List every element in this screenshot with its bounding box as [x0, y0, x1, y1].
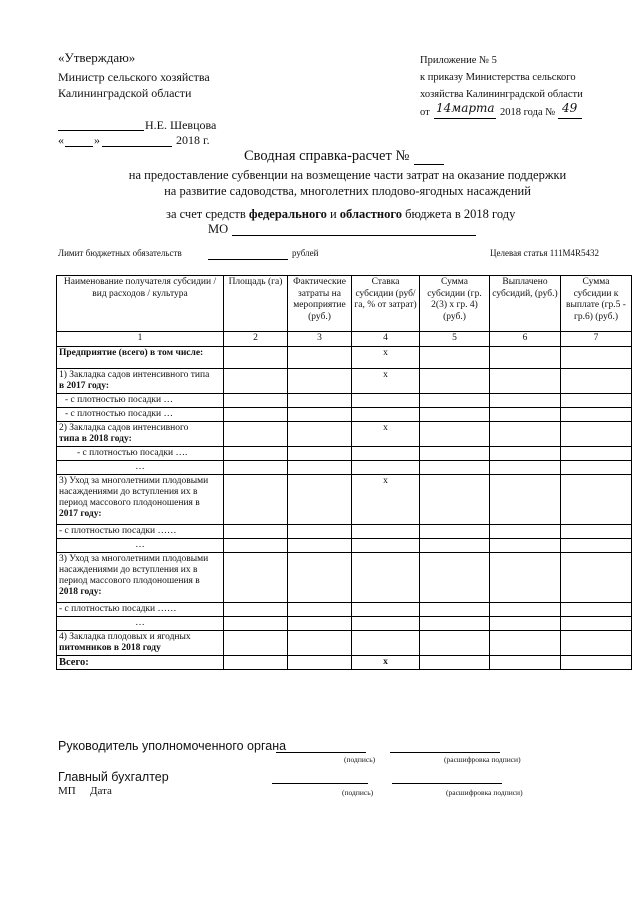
doc-subtitle-2: на развитие садоводства, многолетних плодово-ягодных насаждений: [164, 184, 531, 198]
limit-line: [208, 259, 288, 260]
approval-date-mid: »: [94, 133, 100, 147]
col-number-5: 5: [420, 332, 490, 347]
row-care-2017: 3) Уход за многолетними плодовыми насаждениями до вступления их в период массового плодоношения в 2017 году:: [57, 474, 224, 524]
sign-head-line: [276, 752, 366, 753]
limit-label: Лимит бюджетных обязательств: [58, 248, 182, 258]
sign-accountant-decode-line: [392, 783, 502, 784]
approval-date-year: 2018 г.: [176, 133, 210, 147]
col-number-1: 1: [57, 332, 224, 347]
table-row: [57, 474, 632, 524]
row-density: - с плотностью посадки ….: [57, 446, 224, 460]
header-area: Площадь (га): [224, 276, 288, 332]
sign-accountant-label: Главный бухгалтер: [58, 770, 169, 784]
table-row: [57, 368, 632, 393]
mark-x: х: [352, 474, 420, 524]
col-number-6: 6: [490, 332, 561, 347]
column-number-row: [57, 332, 632, 347]
row-intensive-2018: 2) Закладка садов интенсивного типа в 2018 году:: [57, 421, 224, 446]
approval-sign-line: [58, 130, 144, 131]
mark-x: х: [352, 421, 420, 446]
approval-date-open: «: [58, 133, 64, 147]
calculation-table: [56, 275, 632, 670]
doc-subtitle-1: на предоставление субвенции на возмещение части затрат на оказание поддержки: [128, 168, 567, 182]
appendix-date-prefix: от: [420, 107, 430, 118]
appendix-line-2: хозяйства Калининградской области: [420, 89, 583, 100]
appendix-date-year: 2018 года №: [500, 107, 556, 118]
appendix-date-handwritten: 14марта: [436, 101, 495, 115]
row-ellipsis: …: [57, 616, 224, 630]
appendix-title: Приложение № 5: [420, 55, 497, 66]
mark-x: х: [352, 655, 420, 669]
approval-day-line: [65, 146, 93, 147]
table-row: [57, 616, 632, 630]
col-number-4: 4: [352, 332, 420, 347]
col-number-7: 7: [561, 332, 632, 347]
table-row: [57, 421, 632, 446]
row-ellipsis: …: [57, 460, 224, 474]
row-enterprise-total: Предприятие (всего) в том числе:: [57, 346, 224, 368]
row-nurseries-2018: 4) Закладка плодовых и ягодных питомников в 2018 году: [57, 630, 224, 655]
mp-label: МП: [58, 785, 76, 797]
approval-line-2: Калининградской области: [58, 86, 192, 100]
appendix-number-line: [558, 118, 582, 119]
table-row: [57, 630, 632, 655]
header-to-pay: Сумма субсидии к выплате (гр.5 - гр.6) (руб.): [561, 276, 632, 332]
budget-line: [166, 207, 515, 222]
mo-label: МО: [208, 222, 229, 236]
approval-month-line: [102, 146, 172, 147]
decode-caption: (расшифровка подписи): [446, 788, 523, 797]
doc-title: Сводная справка-расчет №: [244, 148, 410, 164]
table-row: [57, 552, 632, 602]
budget-regional: областного: [339, 207, 402, 221]
row-density: - с плотностью посадки …: [57, 393, 224, 407]
sign-caption: (подпись): [342, 788, 374, 797]
header-rate: Ставка субсидии (руб/га, % от затрат): [352, 276, 420, 332]
table-row: [57, 524, 632, 538]
row-ellipsis: …: [57, 538, 224, 552]
approval-title: «Утверждаю»: [58, 50, 136, 65]
budget-post: бюджета в 2018 году: [405, 207, 516, 221]
sign-head-label: Руководитель уполномоченного органа: [58, 739, 287, 753]
date-label: Дата: [90, 785, 112, 797]
mo-line: [232, 235, 476, 236]
row-density: - с плотностью посадки ……: [57, 524, 224, 538]
row-density: - с плотностью посадки ……: [57, 602, 224, 616]
table-row: [57, 407, 632, 421]
approval-name: Н.Е. Шевцова: [145, 118, 217, 132]
budget-federal: федерального: [248, 207, 327, 221]
row-total: Всего:: [57, 655, 224, 669]
table-row: [57, 602, 632, 616]
table-row: [57, 393, 632, 407]
limit-unit: рублей: [292, 248, 319, 258]
appendix-number-handwritten: 49: [562, 101, 578, 115]
budget-and: и: [329, 207, 337, 221]
appendix-line-1: к приказу Министерства сельского: [420, 72, 576, 83]
row-intensive-2017: 1) Закладка садов интенсивного типа в 2017 году:: [57, 368, 224, 393]
table-row: [57, 446, 632, 460]
sign-accountant-line: [272, 783, 368, 784]
header-paid: Выплачено субсидий, (руб.): [490, 276, 561, 332]
col-number-2: 2: [224, 332, 288, 347]
header-recipient: Наименование получателя субсидии / вид расходов / культура: [57, 276, 224, 332]
table-row: [57, 655, 632, 669]
table-row: [57, 346, 632, 368]
mark-x: х: [352, 346, 420, 368]
table-row: [57, 538, 632, 552]
col-number-3: 3: [288, 332, 352, 347]
table-row: [57, 460, 632, 474]
approval-line-1: Министр сельского хозяйства: [58, 70, 210, 84]
decode-caption: (расшифровка подписи): [444, 755, 521, 764]
doc-number-line: [414, 164, 444, 165]
row-care-2018: 3) Уход за многолетними плодовыми насаждениями до вступления их в период массового плодоношения в 2018 году:: [57, 552, 224, 602]
sign-caption: (подпись): [344, 755, 376, 764]
mark-x: х: [352, 368, 420, 393]
sign-head-decode-line: [390, 752, 500, 753]
header-actual-costs: Фактические затраты на мероприятие (руб.): [288, 276, 352, 332]
table-header-row: [57, 276, 632, 332]
appendix-date-line: [434, 118, 496, 119]
target-article: Целевая статья 111М4R5432: [490, 248, 600, 258]
header-subsidy-sum: Сумма субсидии (гр. 2(3) х гр. 4) (руб.): [420, 276, 490, 332]
budget-pre: за счет средств: [166, 207, 246, 221]
row-density: - с плотностью посадки …: [57, 407, 224, 421]
